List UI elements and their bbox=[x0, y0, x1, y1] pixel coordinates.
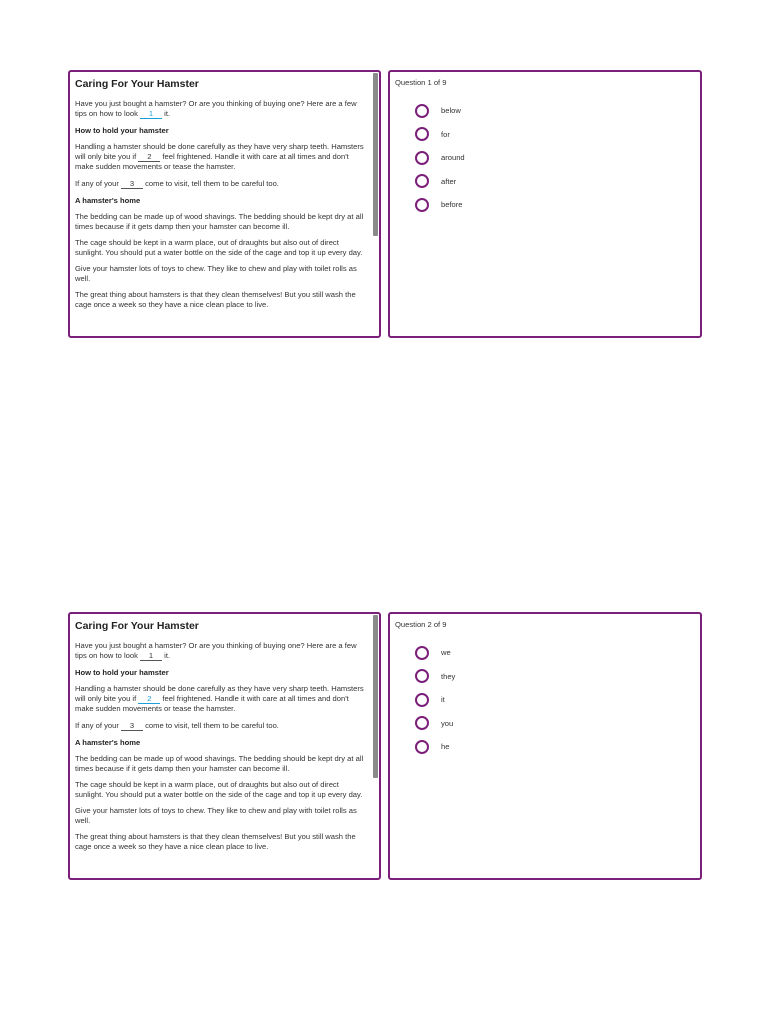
handling-text: Handling a hamster should be done carefully as they have very sharp teeth. Hamsters will only bite you if bbox=[75, 684, 364, 703]
answer-option[interactable] bbox=[415, 146, 465, 170]
option-label: before bbox=[441, 200, 463, 210]
friends-text-end: come to visit, tell them to be careful too. bbox=[143, 720, 279, 730]
radio-button-icon[interactable] bbox=[415, 174, 429, 188]
gap-2[interactable]: 2 bbox=[138, 694, 160, 705]
friends-text-end: come to visit, tell them to be careful too. bbox=[143, 178, 279, 188]
handling-paragraph bbox=[75, 684, 367, 714]
radio-button-icon[interactable] bbox=[415, 104, 429, 118]
question-counter: Question 2 of 9 bbox=[395, 620, 447, 629]
quiz-section-1 bbox=[68, 70, 702, 338]
reading-passage[interactable] bbox=[68, 70, 381, 338]
radio-button-icon[interactable] bbox=[415, 716, 429, 730]
bedding-paragraph: The bedding can be made up of wood shavings. The bedding should be kept dry at all times because if it gets damp then your hamster can become ill. bbox=[75, 754, 364, 773]
cage-paragraph: The cage should be kept in a warm place, out of draughts but also out of direct sunlight. You should put a water bottle on the side of the cage and top it up every day. bbox=[75, 780, 363, 799]
friends-paragraph bbox=[75, 179, 367, 190]
passage-scrollbar[interactable] bbox=[373, 615, 378, 778]
answer-option[interactable] bbox=[415, 193, 465, 217]
gap-1[interactable]: 1 bbox=[140, 651, 162, 662]
radio-button-icon[interactable] bbox=[415, 646, 429, 660]
intro-text-end: it. bbox=[162, 650, 171, 660]
handling-text: Handling a hamster should be done carefully as they have very sharp teeth. Hamsters will only bite you if bbox=[75, 142, 364, 161]
answer-option[interactable] bbox=[415, 99, 465, 123]
handling-text-end: feel frightened. Handle it with care at all times and don't make sudden movements or tease the hamster. bbox=[75, 693, 349, 713]
radio-button-icon[interactable] bbox=[415, 669, 429, 683]
intro-paragraph bbox=[75, 641, 367, 661]
passage-title: Caring For Your Hamster bbox=[75, 620, 199, 632]
radio-button-icon[interactable] bbox=[415, 198, 429, 212]
passage-content bbox=[75, 76, 367, 332]
clean-paragraph: The great thing about hamsters is that they clean themselves! But you still wash the cage once a week so they have a nice clean place to live. bbox=[75, 832, 356, 851]
quiz-section-2 bbox=[68, 612, 702, 880]
radio-button-icon[interactable] bbox=[415, 151, 429, 165]
heading-hold: How to hold your hamster bbox=[75, 126, 169, 135]
friends-text: If any of your bbox=[75, 720, 122, 730]
option-label: we bbox=[441, 648, 451, 658]
cage-paragraph: The cage should be kept in a warm place, out of draughts but also out of direct sunlight. You should put a water bottle on the side of the cage and top it up every day. bbox=[75, 238, 363, 257]
friends-text: If any of your bbox=[75, 178, 122, 188]
question-panel bbox=[388, 612, 702, 880]
intro-text: Have you just bought a hamster? Or are you thinking of buying one? Here are a few tips on how to look bbox=[75, 99, 357, 118]
option-label: after bbox=[441, 176, 457, 186]
reading-passage[interactable] bbox=[68, 612, 381, 880]
passage-content bbox=[75, 618, 367, 874]
option-label: for bbox=[441, 129, 450, 139]
heading-hold: How to hold your hamster bbox=[75, 668, 169, 677]
option-label: around bbox=[441, 153, 465, 163]
gap-3[interactable]: 3 bbox=[121, 179, 143, 190]
answer-option[interactable] bbox=[415, 123, 465, 147]
gap-1[interactable]: 1 bbox=[140, 109, 162, 120]
answer-options bbox=[415, 99, 465, 217]
radio-button-icon[interactable] bbox=[415, 740, 429, 754]
option-label: below bbox=[441, 106, 461, 116]
intro-paragraph bbox=[75, 99, 367, 119]
clean-paragraph: The great thing about hamsters is that they clean themselves! But you still wash the cage once a week so they have a nice clean place to live. bbox=[75, 290, 356, 309]
answer-option[interactable] bbox=[415, 641, 455, 665]
option-label: they bbox=[441, 671, 456, 681]
answer-option[interactable] bbox=[415, 170, 465, 194]
question-counter: Question 1 of 9 bbox=[395, 78, 447, 87]
gap-2[interactable]: 2 bbox=[138, 152, 160, 163]
answer-option[interactable] bbox=[415, 735, 455, 759]
intro-text-end: it. bbox=[162, 108, 171, 118]
gap-3[interactable]: 3 bbox=[121, 721, 143, 732]
toys-paragraph: Give your hamster lots of toys to chew. They like to chew and play with toilet rolls as well. bbox=[75, 264, 357, 283]
passage-scrollbar[interactable] bbox=[373, 73, 378, 236]
bedding-paragraph: The bedding can be made up of wood shavings. The bedding should be kept dry at all times because if it gets damp then your hamster can become ill. bbox=[75, 212, 364, 231]
option-label: it bbox=[441, 695, 445, 705]
toys-paragraph: Give your hamster lots of toys to chew. They like to chew and play with toilet rolls as well. bbox=[75, 806, 357, 825]
heading-home: A hamster's home bbox=[75, 738, 141, 747]
handling-paragraph bbox=[75, 142, 367, 172]
option-label: you bbox=[441, 718, 454, 728]
radio-button-icon[interactable] bbox=[415, 693, 429, 707]
intro-text: Have you just bought a hamster? Or are you thinking of buying one? Here are a few tips on how to look bbox=[75, 641, 357, 660]
answer-option[interactable] bbox=[415, 688, 455, 712]
passage-title: Caring For Your Hamster bbox=[75, 78, 199, 90]
friends-paragraph bbox=[75, 721, 367, 732]
heading-home: A hamster's home bbox=[75, 196, 141, 205]
handling-text-end: feel frightened. Handle it with care at all times and don't make sudden movements or tease the hamster. bbox=[75, 151, 349, 171]
question-panel bbox=[388, 70, 702, 338]
answer-option[interactable] bbox=[415, 665, 455, 689]
radio-button-icon[interactable] bbox=[415, 127, 429, 141]
option-label: he bbox=[441, 742, 450, 752]
answer-options bbox=[415, 641, 455, 759]
answer-option[interactable] bbox=[415, 712, 455, 736]
